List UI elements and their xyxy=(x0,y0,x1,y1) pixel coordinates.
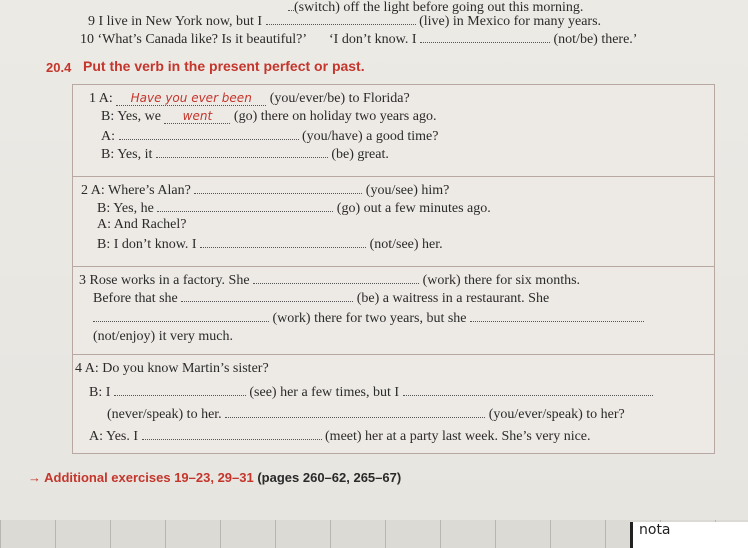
item-3-row-2 xyxy=(93,289,549,307)
item-2-row-4 xyxy=(97,235,443,253)
item-2-row-1 xyxy=(81,181,449,199)
item-2-question: A: Where’s Alan? xyxy=(90,183,191,198)
item-4-hint-3: (you/ever/speak) to her? xyxy=(488,407,625,422)
item-4-row-1 xyxy=(75,361,269,377)
item-10-question: ‘What’s Canada like? Is it beautiful?’ xyxy=(97,32,306,47)
sticky-note: nota xyxy=(630,522,748,548)
item-4-hint-1: (see) her a few times, but I xyxy=(249,385,400,400)
item-10-answer-start: ‘I don’t know. I xyxy=(329,32,417,47)
item-3-blank-2[interactable] xyxy=(181,289,353,302)
item-2-text: A: And Rachel? xyxy=(97,217,187,232)
item-1-box xyxy=(72,84,715,178)
speaker-b-text: B: Yes, we xyxy=(101,109,161,124)
item-4-row-3 xyxy=(107,405,625,423)
speaker-b-text: B: I xyxy=(89,385,111,400)
item-4-blank-2[interactable] xyxy=(403,383,653,396)
exercise-title: Put the verb in the present perfect or past. xyxy=(83,58,365,74)
item-3-text: Before that she xyxy=(93,291,178,306)
item-1-row-1 xyxy=(89,91,410,107)
item-3-text: Rose works in a factory. She xyxy=(89,273,250,288)
item-1-row-3 xyxy=(101,127,438,145)
item-1-answer-2[interactable]: went xyxy=(164,109,230,124)
item-2-blank-3[interactable] xyxy=(200,235,366,248)
item-1-answer-1[interactable]: Have you ever been xyxy=(116,91,266,106)
item-2-box xyxy=(72,176,715,268)
item-4-blank-4[interactable] xyxy=(142,427,322,440)
item-3-hint-1: (work) there for six months. xyxy=(422,273,581,288)
item-1-number: 1 xyxy=(89,91,96,106)
item-4-row-2 xyxy=(89,383,653,401)
item-3-hint-3: (work) there for two years, but she xyxy=(272,311,467,326)
additional-exercises-link[interactable] xyxy=(28,470,401,485)
item-10-line xyxy=(80,30,637,48)
item-9-blank[interactable] xyxy=(266,12,416,25)
item-4-row-4 xyxy=(89,427,591,445)
speaker-b-text: B: Yes, he xyxy=(97,201,154,216)
item-2-blank-1[interactable] xyxy=(194,181,362,194)
item-4-blank-1[interactable] xyxy=(114,383,246,396)
item-3-hint-2: (be) a waitress in a restaurant. She xyxy=(356,291,550,306)
exercise-number: 20.4 xyxy=(46,60,72,75)
item-3-blank-3[interactable] xyxy=(93,309,269,322)
item-4-hint-4: (meet) her at a party last week. She’s very nice. xyxy=(325,429,591,444)
item-4-question: A: Do you know Martin’s sister? xyxy=(84,361,269,376)
item-4-number: 4 xyxy=(75,361,82,376)
item-1-row-2 xyxy=(101,109,436,125)
item-2-hint-2: (go) out a few minutes ago. xyxy=(336,201,491,216)
item-3-blank-4[interactable] xyxy=(470,309,644,322)
item-3-row-1 xyxy=(79,271,580,289)
item-3-hint-4: (not/enjoy) it very much. xyxy=(93,329,233,344)
item-2-hint-1: (you/see) him? xyxy=(365,183,450,198)
item-1-hint-2: (go) there on holiday two years ago. xyxy=(233,109,437,124)
item-10-number: 10 xyxy=(80,32,94,47)
item-2-number: 2 xyxy=(81,183,88,198)
item-9-hint-live: (live) in Mexico for many years. xyxy=(419,14,602,29)
item-10-hint: (not/be) there.’ xyxy=(553,32,638,47)
item-3-box xyxy=(72,266,715,356)
item-3-blank-1[interactable] xyxy=(253,271,419,284)
speaker-b-text: B: Yes, it xyxy=(101,147,153,162)
item-2-row-3 xyxy=(97,217,186,233)
item-1-row-4 xyxy=(101,145,389,163)
speaker-a: A: xyxy=(101,129,115,144)
item-9-number: 9 xyxy=(88,14,95,29)
item-4-text: A: Yes. I xyxy=(89,429,139,444)
item-3-number: 3 xyxy=(79,273,86,288)
speaker-b-text: B: I don’t know. I xyxy=(97,237,197,252)
item-9-text: I live in New York now, but I xyxy=(98,14,263,29)
item-1-blank-4[interactable] xyxy=(156,145,328,158)
additional-exercises-pages: (pages 260–62, 265–67) xyxy=(257,470,402,485)
item-1-hint-4: (be) great. xyxy=(331,147,389,162)
item-9-hint-switch: (switch) off the light before going out this morning. xyxy=(294,0,584,15)
item-3-row-3 xyxy=(93,309,644,327)
item-9-line2 xyxy=(88,12,601,30)
arrow-icon: → xyxy=(28,470,41,485)
item-4-hint-2: (never/speak) to her. xyxy=(107,407,222,422)
item-3-row-4 xyxy=(93,329,233,345)
item-2-hint-3: (not/see) her. xyxy=(369,237,443,252)
item-1-hint-1: (you/ever/be) to Florida? xyxy=(269,91,410,106)
item-2-blank-2[interactable] xyxy=(157,199,333,212)
item-4-blank-3[interactable] xyxy=(225,405,485,418)
item-4-box xyxy=(72,354,715,454)
speaker-a: A: xyxy=(98,91,113,106)
item-2-row-2 xyxy=(97,199,491,217)
item-1-hint-3: (you/have) a good time? xyxy=(302,129,439,144)
additional-exercises-text: Additional exercises 19–23, 29–31 xyxy=(44,470,254,485)
item-1-blank-3[interactable] xyxy=(119,127,299,140)
item-10-blank[interactable] xyxy=(420,30,550,43)
